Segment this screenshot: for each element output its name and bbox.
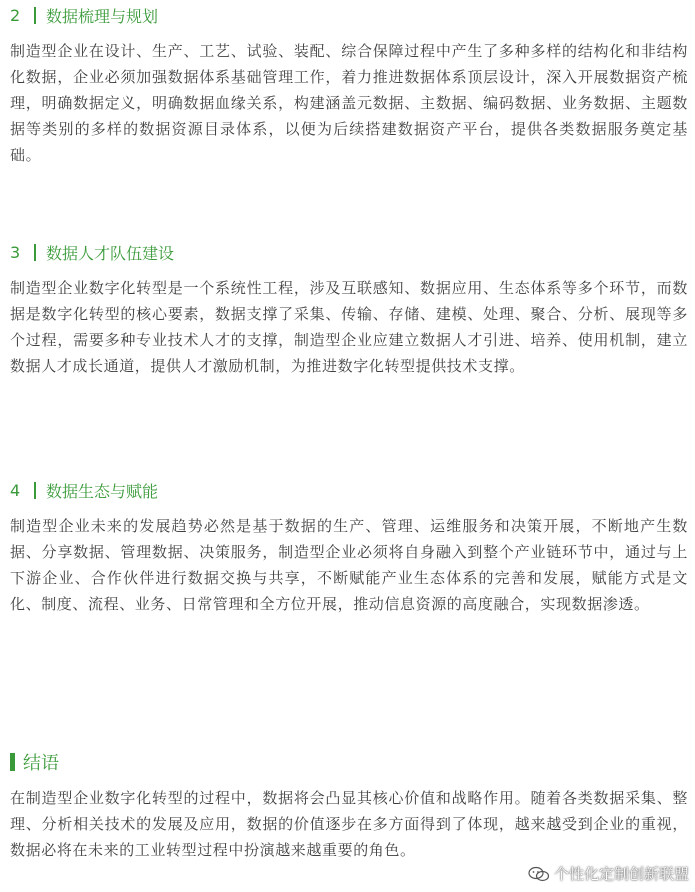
section-paragraph: 制造型企业未来的发展趋势必然是基于数据的生产、管理、运维服务和决策开展，不断地产生数据、分享数据、管理数据、决策服务，制造型企业必须将自身融入到整个产业链环节中，通过与上下游企业、合作伙伴进行数据交换与共享，不断赋能产业生态体系的完善和发展，赋能方式是文化、制度、流程、业务、日常管理和全方位开展，推动信息资源的高度融合，实现数据渗透。 — [10, 517, 688, 613]
section-heading — [10, 2, 688, 28]
section-conclusion — [10, 749, 688, 863]
wechat-icon — [528, 866, 550, 882]
heading-marker — [10, 753, 15, 771]
heading-divider — [34, 482, 36, 499]
watermark-text: 个性化定制创新联盟 — [553, 865, 689, 883]
section-number: 2 — [10, 5, 21, 25]
section-number: 4 — [10, 480, 21, 500]
section-paragraph: 制造型企业数字化转型是一个系统性工程，涉及互联感知、数据应用、生态体系等多个环节，而数据是数字化转型的核心要素，数据支撑了采集、传输、存储、建模、处理、聚合、分析、展现等多个过程，需要多种专业技术人才的支撑，制造型企业应建立数据人才引进、培养、使用机制，建立数据人才成长通道，提供人才激励机制，为推进数字化转型提供技术支撑。 — [10, 279, 688, 375]
conclusion-heading — [10, 749, 688, 775]
watermark — [528, 863, 689, 884]
section-data-planning — [10, 2, 688, 168]
heading-divider — [34, 7, 36, 24]
section-number: 3 — [10, 242, 21, 262]
section-heading — [10, 477, 688, 503]
conclusion-title: 结语 — [23, 753, 59, 774]
conclusion-paragraph: 在制造型企业数字化转型的过程中，数据将会凸显其核心价值和战略作用。随着各类数据采集、整理、分析相关技术的发展及应用，数据的价值逐步在多方面得到了体现，越来越受到企业的重视，数据必将在未来的工业转型过程中扮演越来越重要的角色。 — [10, 789, 688, 859]
section-paragraph: 制造型企业在设计、生产、工艺、试验、装配、综合保障过程中产生了多种多样的结构化和非结构化数据，企业必须加强数据体系基础管理工作，着力推进数据体系顶层设计，深入开展数据资产梳理，明确数据定义，明确数据血缘关系，构建涵盖元数据、主数据、编码数据、业务数据、主题数据等类别的多样的数据资源目录体系，以便为后续搭建数据资产平台，提供各类数据服务奠定基础。 — [10, 42, 688, 164]
section-title: 数据人才队伍建设 — [46, 243, 175, 263]
heading-divider — [34, 244, 36, 261]
section-title: 数据生态与赋能 — [46, 481, 159, 501]
section-data-talent — [10, 239, 688, 379]
section-heading — [10, 239, 688, 265]
section-title: 数据梳理与规划 — [46, 6, 159, 26]
section-data-ecosystem — [10, 477, 688, 617]
